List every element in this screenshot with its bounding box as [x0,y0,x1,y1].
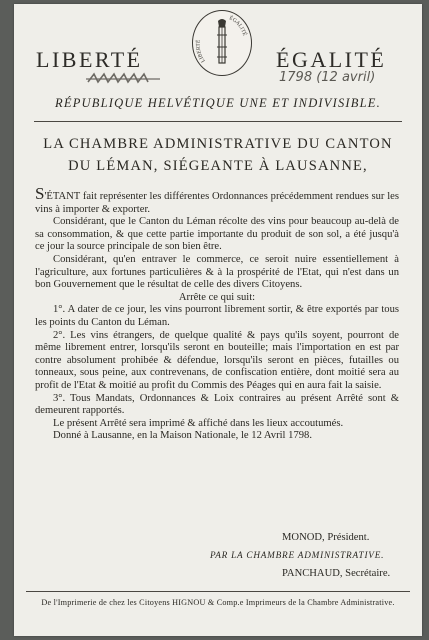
republic-seal [192,10,252,76]
paragraph-considerant-2: Considérant, qu'en entraver le commerce, ce seroit nuire essentiellement à l'agriculture, aux fortunes particulières & à la prospérité de l'Etat, qui n'est dans un bon Gouvernement que le résultat de celle des divers Citoyens. [35,253,399,291]
fasces-icon [193,11,251,75]
divider [34,121,402,122]
crossed-out-handwriting [86,70,160,90]
decree-body [35,184,399,443]
signature-secretary: PANCHAUD, Secrétaire. [282,568,391,579]
preamble-text: 'ÉTANT fait représenter les différentes Ordonnances précédemment rendues sur les vins à importer & exporter. [35,191,399,215]
heading-line-1: LA CHAMBRE ADMINISTRATIVE DU CANTON [43,136,393,152]
drop-cap: S [35,184,45,203]
signature-president: MONOD, Président. [282,532,370,543]
header-liberte: LIBERTÉ [36,47,143,72]
paragraph-preamble [35,184,399,216]
signature-by-order: PAR LA CHAMBRE ADMINISTRATIVE. [210,550,385,560]
article-1: 1°. A dater de ce jour, les vins pourront librement sortir, & être exportés par tous les points du Canton du Léman. [35,304,399,328]
paragraph-considerant-1: Considérant, que le Canton du Léman récolte des vins pour beaucoup au-delà de sa consommation, & que cette partie importante du produit de son sol, a été jusqu'à ce jour la source principale de son bien être. [35,216,399,253]
paragraph-publication: Le présent Arrêté sera imprimé & affiché dans les lieux accoutumés. [53,417,344,429]
article-3: 3°. Tous Mandats, Ordonnances & Loix contraires au présent Arrêté sont & demeurent rapportés. [35,392,399,417]
header-egalite: ÉGALITÉ [276,47,387,72]
paragraph-arrete: Arrête ce qui suit: [178,291,256,303]
document-page [14,4,422,636]
svg-text:ÉGALITÉ [228,13,249,37]
footer-divider [26,591,410,592]
svg-text:LIBERTÉ [194,39,207,64]
heading-line-2: DU LÉMAN, SIÉGEANTE À LAUSANNE, [68,158,368,174]
seal-text-right: ÉGALITÉ [228,15,248,37]
subtitle: RÉPUBLIQUE HELVÉTIQUE UNE ET INDIVISIBLE. [55,96,381,110]
article-2: 2°. Les vins étrangers, de quelque qualité & pays qu'ils soyent, pourront de même librement entrer, lorsqu'ils seront en bouteille; mais l'importation en est par contre absolument prohibée & défendue, lorsqu'ils seront en pièces, futailles ou tonneaux, sous peine, aux contrevenans, de confiscation entière, dont moitié sera au profit de l'Etat & moitié au profit du Commis des Péages qui en aura fait la saisie. [35,329,399,391]
printer-imprint: De l'Imprimerie de chez les Citoyens HIGNOU & Comp.e Imprimeurs de la Chambre Administrative. [41,598,395,607]
handwritten-date: 1798 (12 avril) [279,70,376,85]
paragraph-given-at: Donné à Lausanne, en la Maison Nationale, le 12 Avril 1798. [53,430,312,442]
seal-text-left: LIBERTÉ [195,39,207,64]
